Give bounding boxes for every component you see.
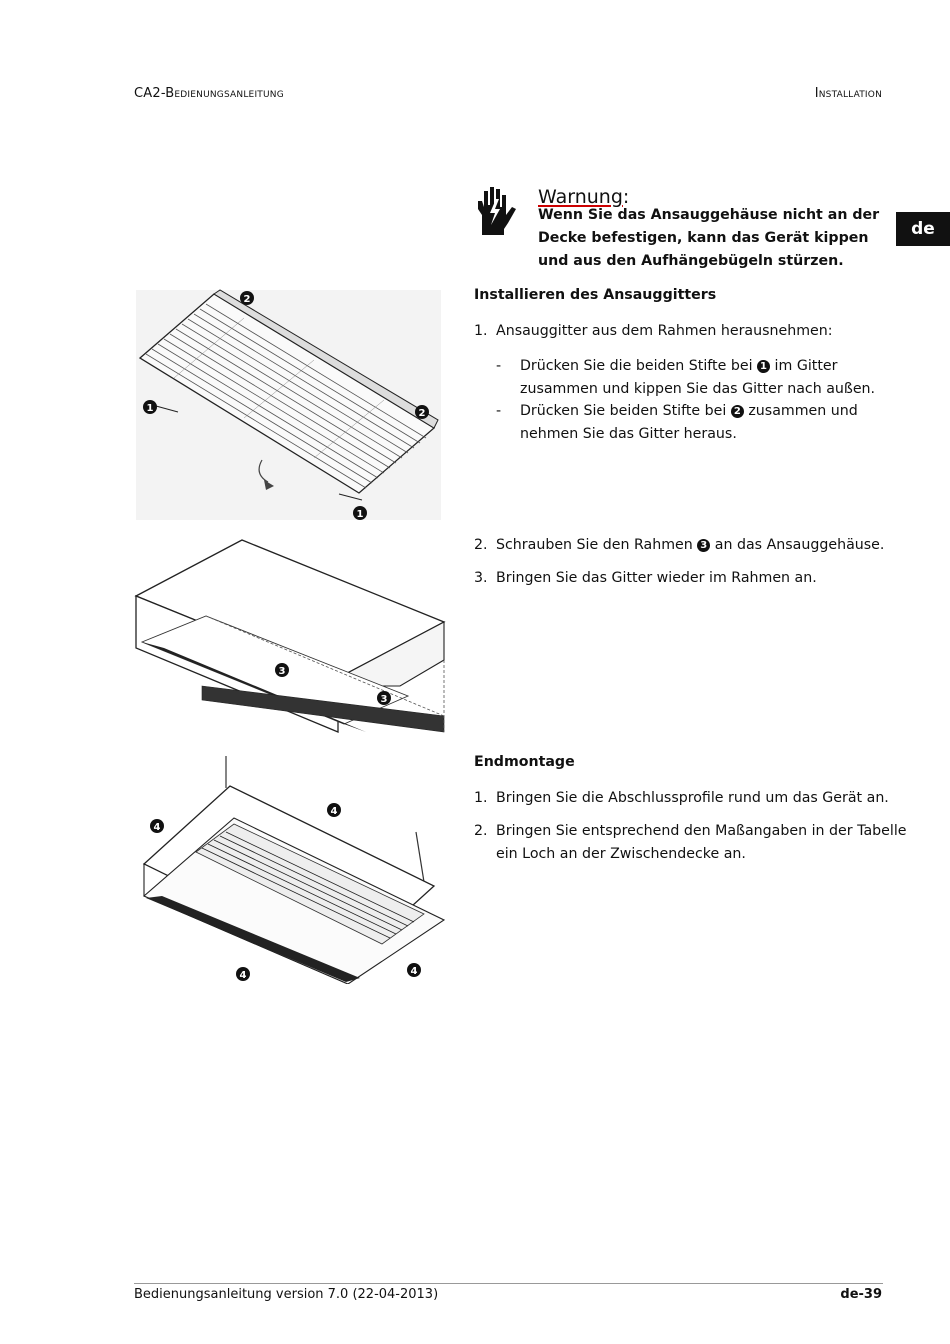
step-text: an das Ansauggehäuse. bbox=[714, 537, 885, 553]
figure-final-assembly bbox=[134, 752, 448, 984]
header-left-text: CA2-Bedienungsanleitung bbox=[134, 86, 284, 101]
footer-rule bbox=[134, 1283, 883, 1284]
callout-label: 4 bbox=[153, 822, 161, 833]
hand-shock-warning-icon bbox=[474, 185, 518, 237]
bullet-item bbox=[496, 355, 876, 401]
figure-frame-mounting bbox=[134, 536, 450, 742]
step-number: 2. bbox=[474, 537, 488, 553]
step-2 bbox=[474, 534, 884, 557]
bullet-text: Drücken Sie beiden Stifte bei bbox=[520, 403, 727, 419]
callout-label: 4 bbox=[330, 806, 338, 817]
bullet-item bbox=[496, 400, 876, 446]
step-number: 2. bbox=[474, 823, 488, 839]
callout-label: 1 bbox=[146, 403, 154, 414]
callout-label: 4 bbox=[239, 970, 247, 981]
section-heading-final-assembly: Endmontage bbox=[474, 754, 575, 770]
bullet-text: im Gitter bbox=[774, 358, 838, 374]
callout-label: 1 bbox=[356, 509, 364, 520]
footer-left: Bedienungsanleitung version 7.0 (22-04-2013) bbox=[134, 1287, 439, 1302]
figure-grille-removal bbox=[134, 288, 444, 523]
callout-marker: 2 bbox=[731, 405, 744, 418]
warning-title-colon: : bbox=[622, 186, 630, 208]
step-1 bbox=[474, 320, 833, 343]
callout-label: 3 bbox=[278, 666, 286, 677]
step-3 bbox=[474, 567, 817, 590]
callout-label: 2 bbox=[418, 408, 426, 419]
language-tab: de bbox=[896, 212, 950, 246]
step-number: 1. bbox=[474, 323, 488, 339]
running-header-right bbox=[815, 86, 882, 101]
bullet-text: Drücken Sie die beiden Stifte bei bbox=[520, 358, 753, 374]
step-text: Schrauben Sie den Rahmen bbox=[496, 537, 693, 553]
bullet-dash: - bbox=[496, 403, 502, 419]
step-number: 1. bbox=[474, 790, 488, 806]
step-text: Bringen Sie das Gitter wieder im Rahmen an. bbox=[496, 570, 817, 586]
step-number: 3. bbox=[474, 570, 488, 586]
running-header-left bbox=[134, 86, 284, 101]
bullet-dash: - bbox=[496, 358, 502, 374]
final-step-2 bbox=[474, 820, 907, 866]
bullet-text-line2: nehmen Sie das Gitter heraus. bbox=[520, 426, 737, 442]
bullet-text: zusammen und bbox=[748, 403, 858, 419]
section-heading-grille: Installieren des Ansauggitters bbox=[474, 287, 717, 303]
callout-marker: 1 bbox=[757, 360, 770, 373]
step-text: Ansauggitter aus dem Rahmen herausnehmen: bbox=[496, 323, 833, 339]
callout-label: 4 bbox=[410, 966, 418, 977]
header-right-text: Installation bbox=[814, 86, 882, 101]
step-text: Bringen Sie die Abschlussprofile rund um das Gerät an. bbox=[496, 790, 889, 806]
step-text-line2: ein Loch an der Zwischendecke an. bbox=[496, 846, 746, 862]
callout-label: 2 bbox=[243, 294, 251, 305]
warning-text: Wenn Sie das Ansauggehäuse nicht an der Decke befestigen, kann das Gerät kippen und aus den Aufhängebügeln stürzen. bbox=[538, 207, 880, 269]
warning-title-text: Warnung bbox=[538, 186, 623, 208]
callout-marker: 3 bbox=[697, 539, 710, 552]
bullet-text-line2: zusammen und kippen Sie das Gitter nach außen. bbox=[520, 381, 876, 397]
callout-label: 3 bbox=[380, 694, 388, 705]
final-step-1 bbox=[474, 787, 889, 810]
footer-page-number: de-39 bbox=[840, 1287, 882, 1302]
step-text: Bringen Sie entsprechend den Maßangaben in der Tabelle bbox=[496, 823, 907, 839]
